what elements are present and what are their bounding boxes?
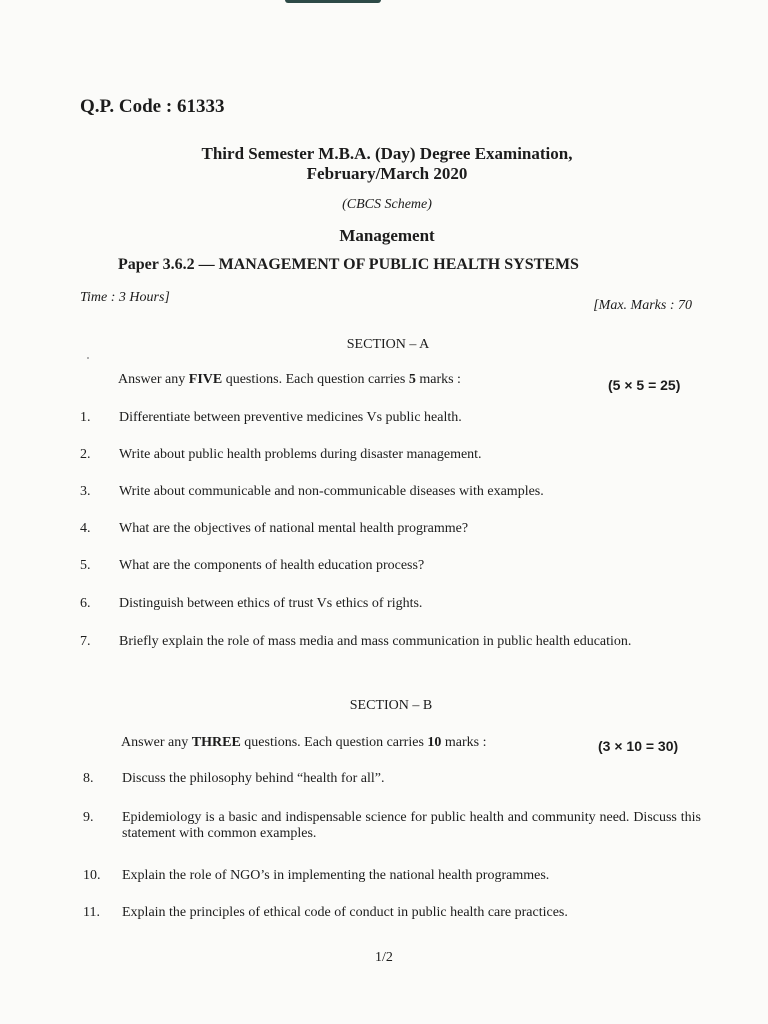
question-number: 4. bbox=[80, 521, 91, 536]
question-text: Differentiate between preventive medicines Vs public health. bbox=[119, 410, 462, 425]
question bbox=[83, 868, 701, 884]
exam-title-line1: Third Semester M.B.A. (Day) Degree Examination, bbox=[201, 144, 573, 163]
question bbox=[80, 558, 698, 574]
section-b-title: SECTION – B bbox=[349, 698, 433, 713]
instruction-marks: 5 bbox=[408, 372, 416, 387]
question-number: 11. bbox=[83, 905, 100, 920]
instruction-text: Answer any bbox=[121, 735, 192, 750]
exam-title-line2: February/March 2020 bbox=[306, 164, 468, 183]
question-text: Write about communicable and non-communicable diseases with examples. bbox=[119, 484, 544, 499]
instruction-marks: 10 bbox=[427, 735, 442, 750]
question-number: 2. bbox=[80, 447, 91, 462]
question-text: Explain the role of NGO’s in implementing the national health programmes. bbox=[122, 868, 550, 883]
scan-speck bbox=[87, 357, 89, 359]
question-text: Write about public health problems during disaster management. bbox=[119, 447, 482, 462]
section-a-title: SECTION – A bbox=[346, 337, 430, 352]
question bbox=[80, 484, 698, 500]
instruction-text: questions. Each question carries bbox=[222, 372, 409, 387]
question-text: Epidemiology is a basic and indispensable science for public health and community need. Discuss this statement with common examples. bbox=[122, 810, 701, 841]
exam-subject: Management bbox=[339, 226, 435, 245]
paper-title: Paper 3.6.2 — MANAGEMENT OF PUBLIC HEALTH SYSTEMS bbox=[118, 256, 579, 273]
instruction-count: FIVE bbox=[188, 372, 223, 387]
question-text: What are the objectives of national mental health programme? bbox=[119, 521, 469, 536]
max-marks: [Max. Marks : 70 bbox=[593, 298, 692, 313]
section-a-total: (5 × 5 = 25) bbox=[608, 377, 681, 393]
top-edge-mark bbox=[285, 0, 381, 3]
instruction-text: Answer any bbox=[118, 372, 189, 387]
instruction-text: marks : bbox=[441, 735, 487, 750]
exam-scheme: (CBCS Scheme) bbox=[342, 197, 432, 212]
question-number: 3. bbox=[80, 484, 91, 499]
question-text: Discuss the philosophy behind “health for all”. bbox=[122, 771, 385, 786]
instruction-text: questions. Each question carries bbox=[240, 735, 428, 750]
instruction-count: THREE bbox=[191, 735, 241, 750]
question bbox=[83, 810, 701, 842]
instruction-text: marks : bbox=[415, 372, 461, 387]
question bbox=[80, 410, 698, 426]
question-text: Briefly explain the role of mass media and mass communication in public health education. bbox=[119, 634, 632, 649]
question-number: 6. bbox=[80, 596, 91, 611]
page-number: 1/2 bbox=[375, 950, 393, 965]
question bbox=[83, 905, 701, 921]
question bbox=[80, 521, 698, 537]
section-b-instruction bbox=[121, 735, 487, 751]
section-a-instruction bbox=[118, 372, 461, 388]
question bbox=[80, 447, 698, 463]
question-number: 1. bbox=[80, 410, 91, 425]
question-number: 5. bbox=[80, 558, 91, 573]
question-number: 9. bbox=[83, 810, 94, 825]
question bbox=[83, 771, 701, 787]
question-text: Distinguish between ethics of trust Vs ethics of rights. bbox=[119, 596, 423, 611]
question-number: 7. bbox=[80, 634, 91, 649]
qp-code: Q.P. Code : 61333 bbox=[80, 96, 225, 117]
question-text: Explain the principles of ethical code of conduct in public health care practices. bbox=[122, 905, 568, 920]
time-allowed: Time : 3 Hours] bbox=[80, 290, 170, 305]
question-number: 8. bbox=[83, 771, 94, 786]
section-b-total: (3 × 10 = 30) bbox=[598, 738, 679, 754]
question-text: What are the components of health education process? bbox=[119, 558, 425, 573]
question bbox=[80, 596, 698, 612]
question-number: 10. bbox=[83, 868, 101, 883]
question bbox=[80, 634, 698, 650]
